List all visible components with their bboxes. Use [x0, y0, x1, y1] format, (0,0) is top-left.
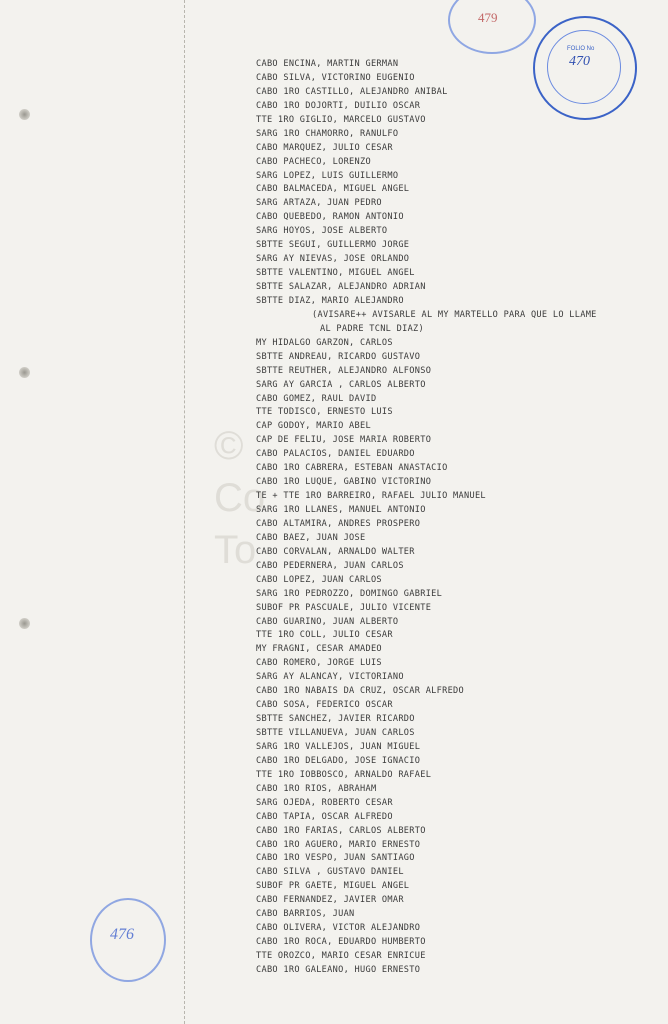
- list-item: CABO ALTAMIRA, ANDRES PROSPERO: [256, 518, 421, 529]
- handwritten-folio-number: 479: [478, 10, 498, 25]
- list-item: CABO 1RO CASTILLO, ALEJANDRO ANIBAL: [256, 86, 448, 97]
- list-item: SBTTE VILLANUEVA, JUAN CARLOS: [256, 728, 415, 738]
- list-item: SARG AY GARCIA , CARLOS ALBERTO: [256, 379, 426, 390]
- list-item: CABO GUARINO, JUAN ALBERTO: [256, 616, 399, 627]
- list-item: CABO PEDERNERA, JUAN CARLOS: [256, 560, 404, 571]
- list-item: SUBOF PR GAETE, MIGUEL ANGEL: [256, 881, 410, 892]
- list-item: SARG 1RO CHAMORRO, RANULFO: [256, 128, 399, 139]
- list-item: CABO 1RO LUQUE, GABINO VICTORINO: [256, 477, 432, 488]
- list-item: CABO OLIVERA, VICTOR ALEJANDRO: [256, 923, 421, 934]
- list-item: CABO 1RO RIOS, ABRAHAM: [256, 783, 377, 794]
- list-item: CABO QUEBEDO, RAMON ANTONIO: [256, 212, 404, 223]
- list-item: CABO LOPEZ, JUAN CARLOS: [256, 574, 382, 585]
- list-item: SARG ARTAZA, JUAN PEDRO: [256, 198, 382, 209]
- list-item: CABO ENCINA, MARTIN GERMAN: [256, 59, 399, 69]
- list-item: MY HIDALGO GARZON, CARLOS: [256, 337, 393, 348]
- list-item: TTE OROZCO, MARIO CESAR ENRICUE: [256, 951, 426, 961]
- list-item: CABO SILVA , GUSTAVO DANIEL: [256, 867, 404, 878]
- list-item: SARG HOYOS, JOSE ALBERTO: [256, 226, 388, 237]
- list-item: TTE 1RO GIGLIO, MARCELO GUSTAVO: [256, 114, 426, 125]
- list-item: MY FRAGNI, CESAR AMADEO: [256, 644, 382, 655]
- list-item: CABO BALMACEDA, MIGUEL ANGEL: [256, 184, 410, 195]
- list-item: SBTTE SEGUI, GUILLERMO JORGE: [256, 240, 410, 251]
- list-item: CABO 1RO CABRERA, ESTEBAN ANASTACIO: [256, 463, 448, 474]
- list-item: AL PADRE TCNL DIAZ): [320, 323, 425, 334]
- list-item: CABO PALACIOS, DANIEL EDUARDO: [256, 449, 415, 460]
- list-item: CABO TAPIA, OSCAR ALFREDO: [256, 811, 393, 822]
- list-item: CAP GODOY, MARIO ABEL: [256, 421, 371, 432]
- list-item: TTE TODISCO, ERNESTO LUIS: [256, 407, 393, 418]
- list-item: CABO 1RO DOJORTI, DUILIO OSCAR: [256, 100, 421, 111]
- list-item: SARG AY ALANCAY, VICTORIANO: [256, 672, 404, 683]
- list-item: CAP DE FELIU, JOSE MARIA ROBERTO: [256, 435, 432, 446]
- list-item: TTE 1RO COLL, JULIO CESAR: [256, 630, 393, 641]
- punch-hole: [19, 109, 30, 120]
- list-item: TE + TTE 1RO BARREIRO, RAFAEL JULIO MANUEL: [256, 491, 486, 502]
- list-item: CABO BAEZ, JUAN JOSE: [256, 532, 366, 543]
- personnel-list: [256, 58, 656, 978]
- margin-rule: [184, 0, 185, 1024]
- list-item: CABO CORVALAN, ARNALDO WALTER: [256, 546, 415, 557]
- handwritten-folio-stamp: [448, 0, 536, 54]
- list-item: CABO 1RO FARIAS, CARLOS ALBERTO: [256, 825, 426, 836]
- list-item: SARG 1RO VALLEJOS, JUAN MIGUEL: [256, 741, 421, 752]
- list-item: TTE 1RO IOBBOSCO, ARNALDO RAFAEL: [256, 769, 432, 780]
- list-item: SBTTE VALENTINO, MIGUEL ANGEL: [256, 268, 415, 279]
- stamp-folio-number: 470: [569, 54, 590, 69]
- list-item: CABO GOMEZ, RAUL DAVID: [256, 393, 377, 404]
- list-item: SBTTE SANCHEZ, JAVIER RICARDO: [256, 714, 415, 725]
- list-item: SARG 1RO PEDROZZO, DOMINGO GABRIEL: [256, 588, 443, 599]
- punch-hole: [19, 618, 30, 629]
- list-item: CABO MARQUEZ, JULIO CESAR: [256, 142, 393, 153]
- bottom-folio-stamp: [90, 898, 166, 982]
- list-item: CABO SOSA, FEDERICO OSCAR: [256, 700, 393, 711]
- list-item: (AVISARE++ AVISARLE AL MY MARTELLO PARA QUE LO LLAME: [312, 309, 597, 320]
- list-item: CABO FERNANDEZ, JAVIER OMAR: [256, 895, 404, 906]
- list-item: CABO PACHECO, LORENZO: [256, 156, 371, 167]
- list-item: SARG AY NIEVAS, JOSE ORLANDO: [256, 254, 410, 265]
- list-item: SARG 1RO LLANES, MANUEL ANTONIO: [256, 505, 426, 515]
- list-item: SBTTE DIAZ, MARIO ALEJANDRO: [256, 295, 404, 306]
- stamp-folio-label: FOLIO No: [567, 46, 595, 52]
- list-item: SBTTE REUTHER, ALEJANDRO ALFONSO: [256, 365, 432, 376]
- list-item: CABO ROMERO, JORGE LUIS: [256, 658, 382, 669]
- list-item: CABO BARRIOS, JUAN: [256, 909, 355, 920]
- list-item: CABO 1RO GALEANO, HUGO ERNESTO: [256, 964, 421, 975]
- list-item: SUBOF PR PASCUALE, JULIO VICENTE: [256, 602, 432, 613]
- punch-hole: [19, 367, 30, 378]
- list-item: CABO 1RO VESPO, JUAN SANTIAGO: [256, 853, 415, 864]
- list-item: SBTTE ANDREAU, RICARDO GUSTAVO: [256, 351, 421, 362]
- list-item: CABO 1RO NABAIS DA CRUZ, OSCAR ALFREDO: [256, 686, 465, 697]
- list-item: CABO 1RO DELGADO, JOSE IGNACIO: [256, 755, 421, 766]
- bottom-handwritten-number: 476: [110, 926, 134, 943]
- list-item: SBTTE SALAZAR, ALEJANDRO ADRIAN: [256, 282, 426, 292]
- list-item: CABO SILVA, VICTORINO EUGENIO: [256, 72, 415, 83]
- list-item: CABO 1RO AGUERO, MARIO ERNESTO: [256, 839, 421, 850]
- list-item: CABO 1RO ROCA, EDUARDO HUMBERTO: [256, 937, 426, 948]
- list-item: SARG OJEDA, ROBERTO CESAR: [256, 797, 393, 808]
- watermark: © Co To: [214, 424, 266, 572]
- list-item: SARG LOPEZ, LUIS GUILLERMO: [256, 170, 399, 181]
